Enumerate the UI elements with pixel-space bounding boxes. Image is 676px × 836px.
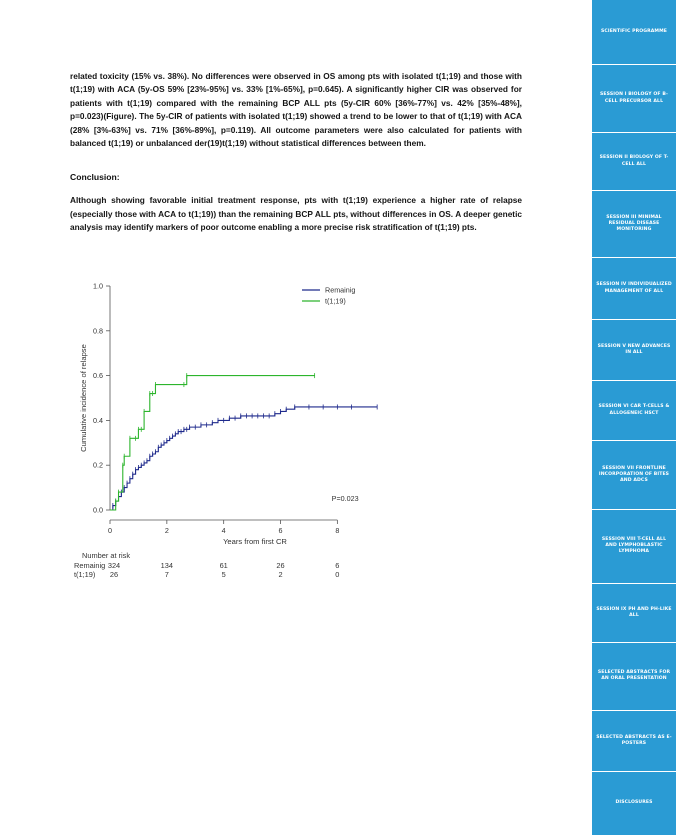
sidebar-item-10[interactable]: SELECTED ABSTRACTS FOR AN ORAL PRESENTATION xyxy=(592,643,676,711)
sidebar-item-9[interactable]: SESSION IX PH AND PH-LIKE ALL xyxy=(592,584,676,643)
sidebar-item-5[interactable]: SESSION V NEW ADVANCES IN ALL xyxy=(592,320,676,381)
y-tick-label: 0.4 xyxy=(93,415,103,425)
sidebar-item-4[interactable]: SESSION IV INDIVIDUALIZED MANAGEMENT OF ALL xyxy=(592,258,676,321)
conclusion-paragraph: Although showing favorable initial treatment response, pts with t(1;19) experience a higher rate of relapse (especially those with ACA to t(1;19)) than the remaining BCP ALL pts, without differences in OS. A deeper genetic analysis may identify markers of poor outcome enabling a more precise risk stratification of t(1;19) pts. xyxy=(70,195,522,233)
sidebar-item-7[interactable]: SESSION VII FRONTLINE INCORPORATION OF BITES AND ADCS xyxy=(592,441,676,509)
x-tick-label: 2 xyxy=(164,526,169,535)
sidebar-nav xyxy=(592,0,676,836)
sidebar-item-12[interactable]: DISCLOSURES xyxy=(592,772,676,836)
conclusion-heading: Conclusion: xyxy=(70,172,120,183)
risk-cell: 2 xyxy=(278,570,283,579)
risk-row-label: t(1;19) xyxy=(74,570,96,579)
risk-cell: 5 xyxy=(221,570,226,579)
sidebar-item-2[interactable]: SESSION II BIOLOGY OF T-CELL ALL xyxy=(592,133,676,192)
risk-cell: 0 xyxy=(335,570,340,579)
x-tick-label: 8 xyxy=(335,526,340,535)
y-tick-label: 1.0 xyxy=(93,281,103,291)
risk-cell: 324 xyxy=(107,561,121,570)
y-tick-label: 0.2 xyxy=(93,460,103,470)
risk-cell: 6 xyxy=(335,561,340,570)
x-tick-label: 0 xyxy=(108,526,112,535)
series-line-1 xyxy=(110,376,315,510)
risk-row-label: Remainig xyxy=(74,561,106,570)
results-paragraph: related toxicity (15% vs. 38%). No differences were observed in OS among pts with isolated t(1;19) and those with t(1;19) with ACA (5y-OS 59% [23%-95%] vs. 33% [1%-65%], p=0.645). A significantly higher CIR was observed for patients with t(1;19) compared with the remaining BCP ALL pts (5y-CIR 60% [36%-77%] vs. 42% [35%-48%], p=0.023)(Figure). The 5y-CIR of patients with isolated t(1;19) showed a trend to be lower to that of t(1;19) with ACA (28% [3%-63%] vs. 71% [36%-89%], p=0.119). All outcome parameters were also calculated for patients with balanced t(1;19) or unbalanced der(19)t(1;19) without statistical differences between them. xyxy=(70,71,522,149)
y-tick-label: 0.6 xyxy=(93,371,103,381)
risk-cell: 26 xyxy=(276,561,285,570)
y-tick-label: 0.0 xyxy=(93,505,103,515)
cir-chart xyxy=(74,276,404,596)
risk-table-title: Number at risk xyxy=(82,551,131,560)
abstract-content xyxy=(70,70,522,235)
sidebar-item-8[interactable]: SESSION VIII T-CELL ALL AND LYMPHOBLASTIC LYMPHOMA xyxy=(592,510,676,584)
sidebar-item-3[interactable]: SESSION III MINIMAL RESIDUAL DISEASE MONITORING xyxy=(592,191,676,257)
legend-label-1: t(1;19) xyxy=(325,296,346,306)
x-tick-label: 6 xyxy=(278,526,283,535)
risk-cell: 134 xyxy=(160,561,174,570)
sidebar-item-0[interactable]: SCIENTIFIC PROGRAMME xyxy=(592,0,676,65)
sidebar-item-11[interactable]: SELECTED ABSTRACTS AS E-POSTERS xyxy=(592,711,676,772)
risk-cell: 61 xyxy=(219,561,228,570)
sidebar-item-1[interactable]: SESSION I BIOLOGY OF B-CELL PRECURSOR ALL xyxy=(592,65,676,132)
x-tick-label: 4 xyxy=(221,526,226,535)
risk-cell: 26 xyxy=(109,570,119,579)
y-tick-label: 0.8 xyxy=(93,326,103,336)
sidebar-item-6[interactable]: SESSION VI CAR T-CELLS & ALLOGENEIC HSCT xyxy=(592,381,676,442)
risk-cell: 7 xyxy=(164,570,169,579)
p-value-annotation: P=0.023 xyxy=(331,494,359,504)
x-axis-title: Years from first CR xyxy=(223,537,287,546)
y-axis-title: Cumulative incidence of relapse xyxy=(79,344,88,452)
cumulative-incidence-figure xyxy=(74,276,404,596)
legend-label-0: Remainig xyxy=(325,285,356,295)
